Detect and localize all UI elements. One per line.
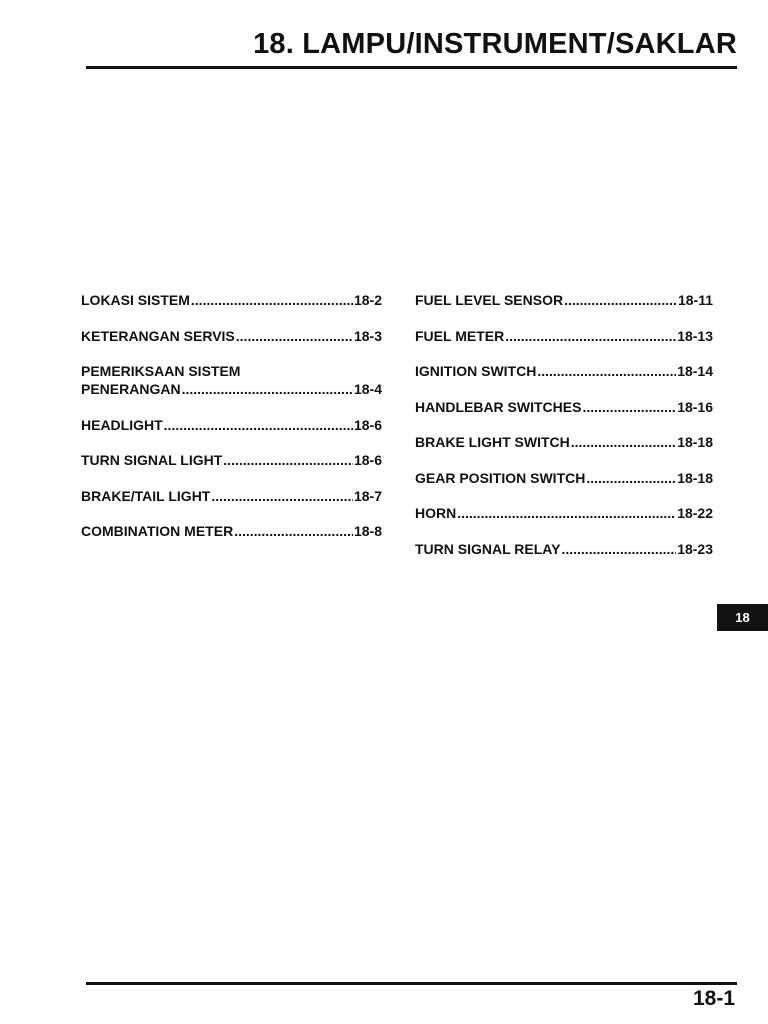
toc-entry-title: FUEL METER [415, 327, 505, 344]
toc-leader-dots [564, 291, 677, 309]
toc-entry-title: IGNITION SWITCH [415, 363, 537, 379]
toc-leader-dots [191, 291, 353, 309]
toc-entry-handlebar-switches[interactable] [415, 398, 713, 416]
header-rule [86, 66, 737, 69]
toc-leader-dots [457, 504, 676, 522]
toc-entry-title: TURN SIGNAL RELAY [415, 540, 561, 557]
toc-leader-dots [561, 540, 676, 558]
toc-entry-page: 18-22 [677, 505, 713, 521]
toc-entry-page: 18-18 [677, 469, 713, 486]
toc-entry-ignition-switch[interactable] [415, 362, 713, 380]
chapter-title: 18. LAMPU/INSTRUMENT/SAKLAR [253, 28, 737, 60]
toc-entry-page: 18-18 [677, 434, 713, 450]
toc-entry-title: LOKASI SISTEM [81, 292, 190, 308]
toc-entry-fuel-meter[interactable] [415, 327, 713, 345]
page-number: 18-1 [692, 987, 735, 1010]
toc-entry-horn[interactable] [415, 504, 713, 522]
toc-entry-page: 18-23 [677, 540, 713, 557]
toc-leader-dots [505, 327, 676, 345]
toc-leader-dots [537, 362, 676, 380]
toc-right-column [415, 291, 713, 575]
toc-leader-dots [223, 451, 353, 469]
toc-entry-page: 18-8 [353, 523, 382, 539]
toc-entry-title: BRAKE/TAIL LIGHT [81, 487, 211, 504]
toc-entry-title: HORN [415, 505, 457, 521]
toc-entry-title: PENERANGAN [81, 381, 181, 397]
toc-entry-title: HANDLEBAR SWITCHES [415, 398, 582, 415]
toc-entry-page: 18-16 [677, 398, 713, 415]
toc-entry-page: 18-2 [353, 292, 382, 308]
toc-entry-title: BRAKE LIGHT SWITCH [415, 434, 570, 450]
toc-entry-title-line1: PEMERIKSAAN SISTEM [81, 363, 241, 379]
toc-entry-page: 18-13 [677, 327, 713, 344]
toc-entry-page: 18-7 [353, 487, 382, 504]
toc-entry-title: GEAR POSITION SWITCH [415, 469, 586, 486]
toc-entry-brake-light-switch[interactable] [415, 433, 713, 451]
toc-leader-dots [211, 487, 353, 505]
toc-entry-turn-signal-relay[interactable] [415, 540, 713, 558]
toc-entry-gear-position-switch[interactable] [415, 469, 713, 487]
toc-entry-keterangan-servis[interactable] [81, 327, 382, 345]
toc-left-column [81, 291, 382, 558]
toc-entry-title: COMBINATION METER [81, 523, 234, 539]
chapter-tab-label: 18 [735, 610, 750, 625]
footer-rule [86, 982, 737, 985]
toc-entry-title: FUEL LEVEL SENSOR [415, 292, 564, 308]
toc-entry-page: 18-3 [353, 327, 382, 344]
toc-entry-page: 18-11 [677, 292, 713, 308]
toc-entry-page: 18-4 [353, 381, 382, 397]
toc-leader-dots [182, 380, 353, 398]
toc-leader-dots [582, 398, 676, 416]
toc-leader-dots [164, 416, 353, 434]
toc-entry-page: 18-6 [353, 452, 382, 468]
toc-entry-fuel-level-sensor[interactable] [415, 291, 713, 309]
toc-entry-pemeriksaan-sistem-penerangan[interactable] [81, 362, 382, 398]
toc-entry-headlight[interactable] [81, 416, 382, 434]
toc-entry-combination-meter[interactable] [81, 522, 382, 540]
toc-leader-dots [234, 522, 353, 540]
toc-leader-dots [236, 327, 353, 345]
toc-entry-title: KETERANGAN SERVIS [81, 327, 235, 344]
toc-entry-page: 18-6 [353, 416, 382, 433]
toc-entry-brake-tail-light[interactable] [81, 487, 382, 505]
toc-entry-turn-signal-light[interactable] [81, 451, 382, 469]
toc-entry-title: TURN SIGNAL LIGHT [81, 452, 223, 468]
chapter-tab-badge[interactable] [717, 604, 768, 631]
toc-entry-title: HEADLIGHT [81, 416, 163, 433]
toc-entry-page: 18-14 [677, 363, 713, 379]
toc-leader-dots [571, 433, 676, 451]
toc-leader-dots [586, 469, 676, 487]
toc-entry-lokasi-sistem[interactable] [81, 291, 382, 309]
